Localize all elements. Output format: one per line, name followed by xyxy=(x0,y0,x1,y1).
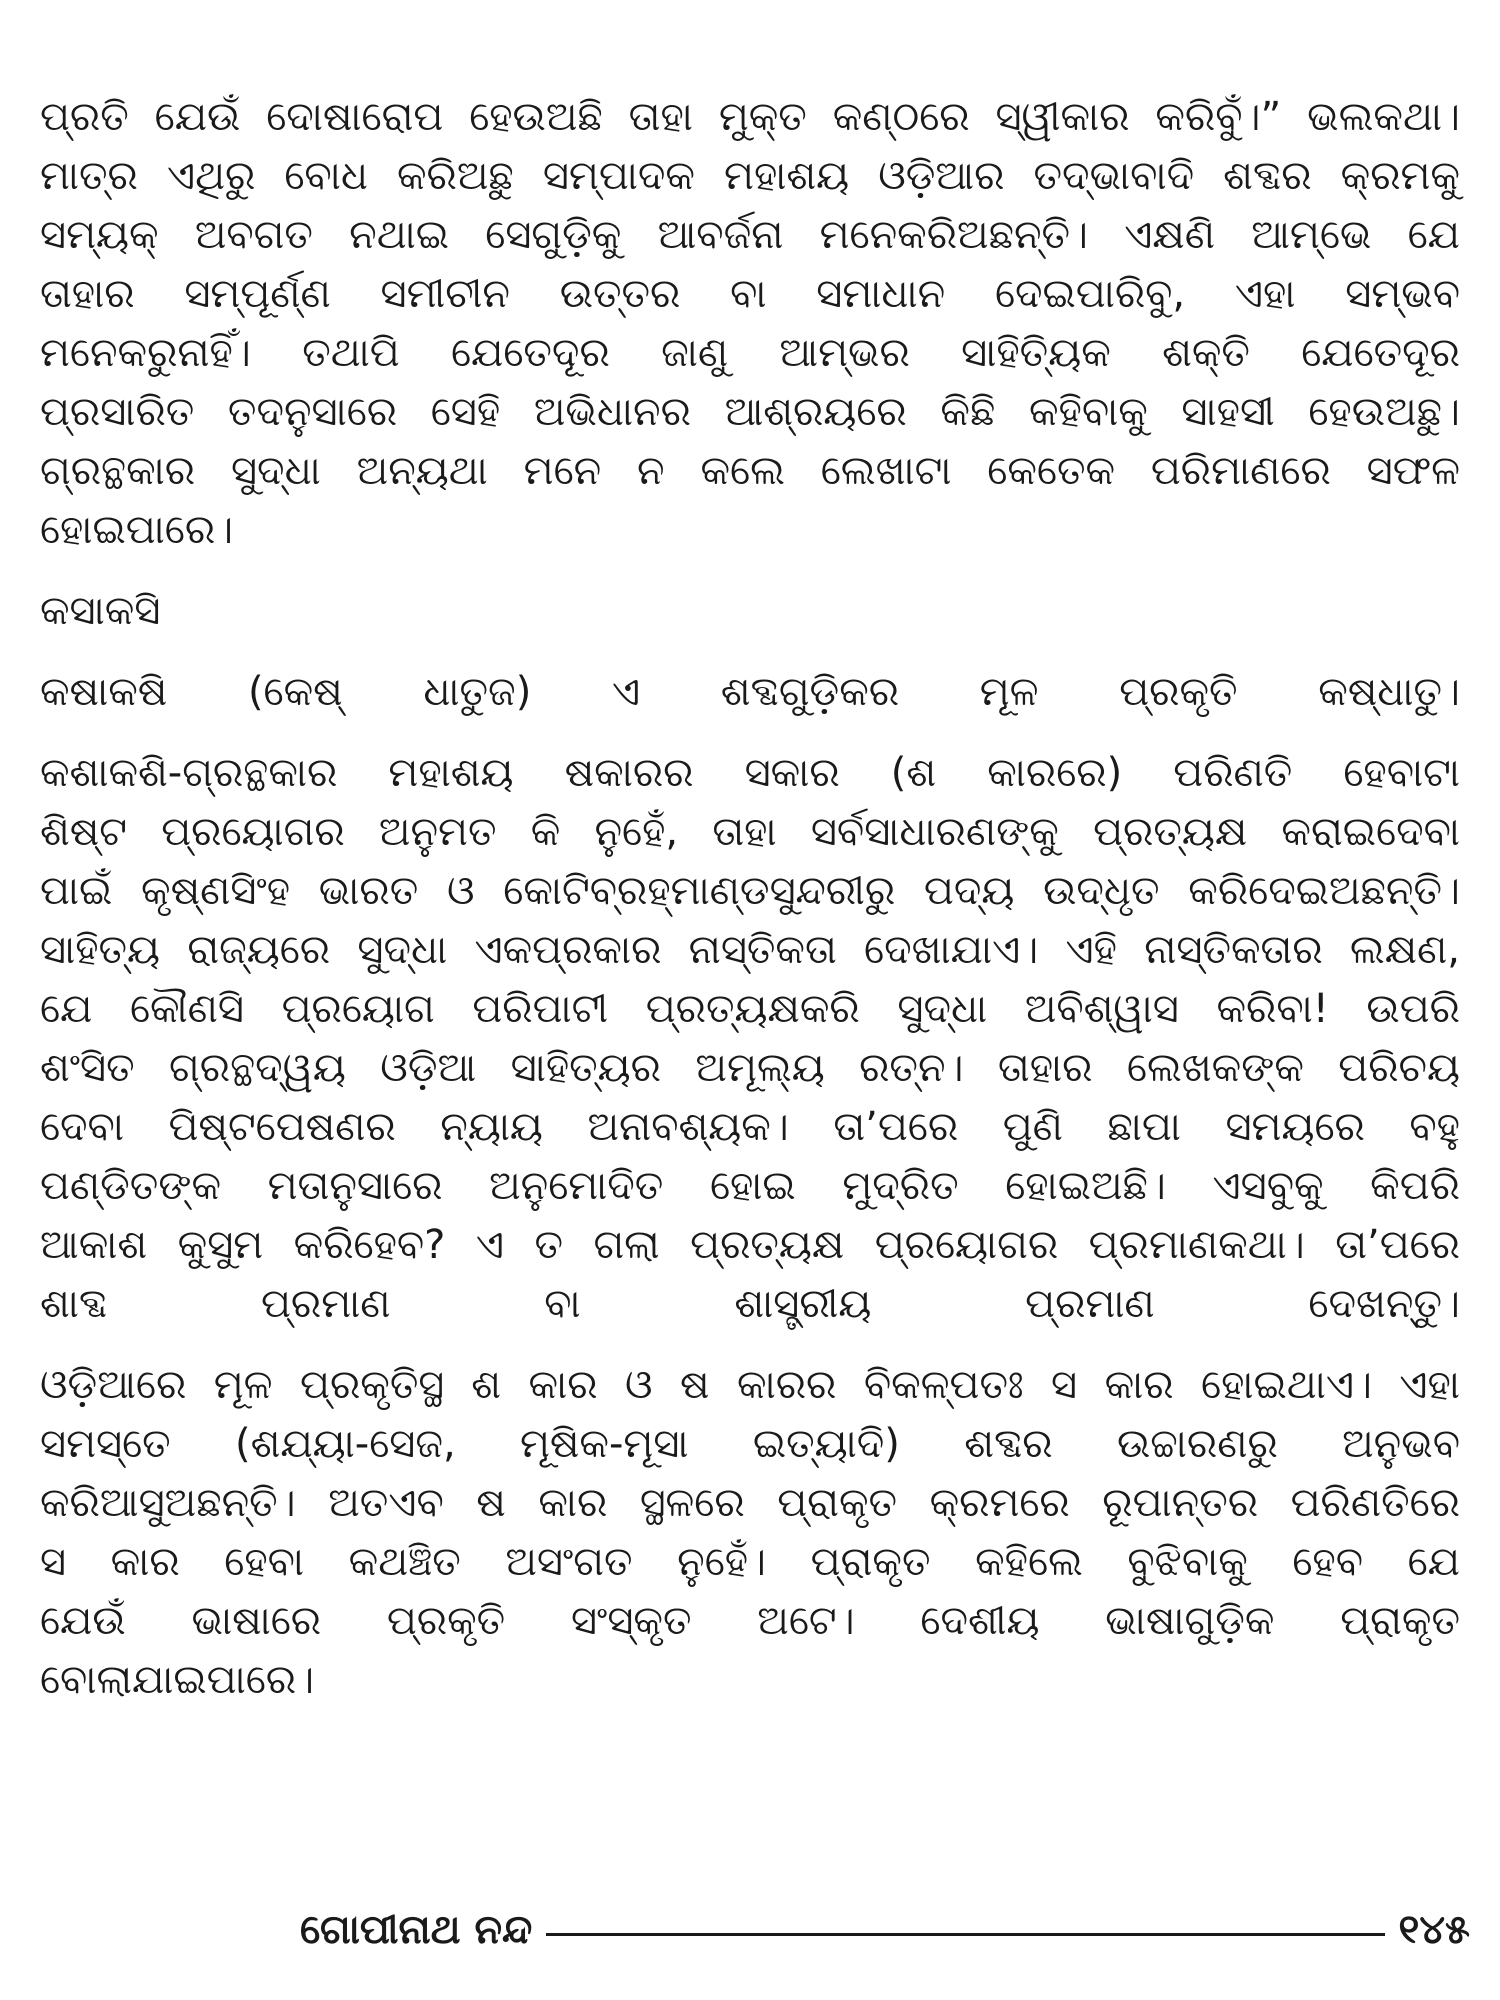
text-line: ଶାବ୍ଦ ପ୍ରମାଣ ବା ଶାସ୍ତ୍ରୀୟ ପ୍ରମାଣ ଦେଖନ୍ତୁ। xyxy=(40,1281,1460,1327)
paragraph xyxy=(40,582,1460,641)
text-line: ପ୍ରସାରିତ ତଦନୁସାରେ ସେହି ଅଭିଧାନର ଆଶ୍ରୟରେ କିଛି କହିବାକୁ ସାହସୀ ହେଉଅଛୁ। xyxy=(40,389,1460,435)
text-line: ପଣ୍ଡିତଙ୍କ ମତାନୁସାରେ ଅନୁମୋଦିତ ହୋଇ ମୁଦ୍ରିତ ହୋଇଅଛି। ଏସବୁକୁ କିପରି xyxy=(40,1163,1460,1209)
footer-rule xyxy=(546,1933,1384,1936)
text-line: ପାଇଁ କୃଷ୍ଣସିଂହ ଭାରତ ଓ କୋଟିବ୍ରହ୍ମାଣ୍ଡସୁନ୍ଦରୀରୁ ପଦ୍ୟ ଉଦ୍ଧୃତ କରିଦେଇଅଛନ୍ତି। xyxy=(40,868,1460,914)
text-line: ଶିଷ୍ଟ ପ୍ରୟୋଗର ଅନୁମତ କି ନୁହେଁ, ତାହା ସର୍ବସାଧାରଣଙ୍କୁ ପ୍ରତ୍ୟକ୍ଷ କରାଇଦେବା xyxy=(40,809,1460,855)
text-line: କସାକସି xyxy=(40,588,161,634)
text-line: ଶଂସିତ ଗ୍ରନ୍ଥଦ୍ୱୟ ଓଡ଼ିଆ ସାହିତ୍ୟର ଅମୂଲ୍ୟ ରତ୍ନ। ତାହାର ଲେଖକଙ୍କ ପରିଚୟ xyxy=(40,1045,1460,1091)
page-number: ୧୪୫ xyxy=(1398,1907,1470,1953)
text-line: ଓଡ଼ିଆରେ ମୂଳ ପ୍ରକୃତିସ୍ଥ ଶ କାର ଓ ଷ କାରର ବିକଳ୍ପତଃ ସ କାର ହୋଇଥାଏ। ଏହା xyxy=(40,1362,1460,1408)
text-line: ସାହିତ୍ୟ ରାଜ୍ୟରେ ସୁଦ୍ଧା ଏକପ୍ରକାର ନାସ୍ତିକତା ଦେଖାଯାଏ। ଏହି ନାସ୍ତିକତାର ଲକ୍ଷଣ, xyxy=(40,927,1460,973)
text-line: ଯେ କୌଣସି ପ୍ରୟୋଗ ପରିପାଟୀ ପ୍ରତ୍ୟକ୍ଷକରି ସୁଦ୍ଧା ଅବିଶ୍ୱାସ କରିବା! ଉପରି xyxy=(40,986,1460,1032)
body-text xyxy=(40,88,1460,1710)
text-line: ଯେଉଁ ଭାଷାରେ ପ୍ରକୃତି ସଂସ୍କୃତ ଅଟେ। ଦେଶୀୟ ଭାଷାଗୁଡ଼ିକ ପ୍ରାକୃତ xyxy=(40,1598,1460,1644)
text-line: ବୋଲାଯାଇପାରେ। xyxy=(40,1657,315,1703)
text-line: କଶାକଶି-ଗ୍ରନ୍ଥକାର ମହାଶୟ ଷକାରର ସକାର (ଶ କାରରେ) ପରିଣତି ହେବାଟା xyxy=(40,750,1460,796)
text-line: ପ୍ରତି ଯେଉଁ ଦୋଷାରୋପ ହେଉଅଛି ତାହା ମୁକ୍ତ କଣ୍ଠରେ ସ୍ୱୀକାର କରିବୁଁ।” ଭଲକଥା। xyxy=(40,94,1460,140)
text-line: କରିଆସୁଅଛନ୍ତି। ଅତଏବ ଷ କାର ସ୍ଥଳରେ ପ୍ରାକୃତ କ୍ରମରେ ରୂପାନ୍ତର ପରିଣତିରେ xyxy=(40,1480,1460,1526)
text-line: ସ କାର ହେବା କଥଞ୍ଚିତ ଅସଂଗତ ନୁହେଁ। ପ୍ରାକୃତ କହିଲେ ବୁଝିବାକୁ ହେବ ଯେ xyxy=(40,1539,1460,1585)
text-line: କଷାକଷି (କେଷ୍ ଧାତୁଜ) ଏ ଶବ୍ଦଗୁଡ଼ିକର ମୂଳ ପ୍ରକୃତି କଷ୍‌ଧାତୁ। xyxy=(40,669,1460,715)
paragraph xyxy=(40,744,1460,1334)
paragraph xyxy=(40,88,1460,560)
text-line: ଆକାଶ କୁସୁମ କରିହେବ? ଏ ତ ଗଲା ପ୍ରତ୍ୟକ୍ଷ ପ୍ରୟୋଗର ପ୍ରମାଣକଥା। ତା’ପରେ xyxy=(40,1222,1460,1268)
footer-author: ଗୋପୀନାଥ ନନ୍ଦ xyxy=(300,1907,533,1953)
text-line: ହୋଇପାରେ। xyxy=(40,507,234,553)
text-line: ସମ୍ୟକ୍ ଅବଗତ ନଥାଇ ସେଗୁଡ଼ିକୁ ଆବର୍ଜନା ମନେକରିଅଛନ୍ତି। ଏକ୍ଷଣି ଆମ୍ଭେ ଯେ xyxy=(40,212,1460,258)
page-footer xyxy=(300,1900,1470,1960)
text-line: ମନେକରୁନାହିଁ। ତଥାପି ଯେତେଦୂର ଜାଣୁ ଆମ୍ଭର ସାହିତ୍ୟିକ ଶକ୍ତି ଯେତେଦୂର xyxy=(40,330,1460,376)
text-line: ସମସ୍ତେ (ଶଯ୍ୟା-ସେଜ, ମୂଷିକ-ମୂସା ଇତ୍ୟାଦି) ଶବ୍ଦର ଉଚ୍ଚାରଣରୁ ଅନୁଭବ xyxy=(40,1421,1460,1467)
text-line: ତାହାର ସମ୍ପୂର୍ଣ୍ଣ ସମୀଚୀନ ଉତ୍ତର ବା ସମାଧାନ ଦେଇପାରିବୁ, ଏହା ସମ୍ଭବ xyxy=(40,271,1460,317)
paragraph xyxy=(40,663,1460,722)
text-line: ଦେବା ପିଷ୍ଟପେଷଣର ନ୍ୟାୟ ଅନାବଶ୍ୟକ। ତା’ପରେ ପୁଣି ଛାପା ସମୟରେ ବହୁ xyxy=(40,1104,1460,1150)
text-line: ଗ୍ରନ୍ଥକାର ସୁଦ୍ଧା ଅନ୍ୟଥା ମନେ ନ କଲେ ଲେଖାଟା କେତେକ ପରିମାଣରେ ସଫଳ xyxy=(40,448,1460,494)
paragraph xyxy=(40,1356,1460,1710)
text-line: ମାତ୍ର ଏଥିରୁ ବୋଧ କରିଅଛୁ ସମ୍ପାଦକ ମହାଶୟ ଓଡ଼ିଆର ତଦ୍‌ଭାବାଦି ଶବ୍ଦର କ୍ରମକୁ xyxy=(40,153,1460,199)
